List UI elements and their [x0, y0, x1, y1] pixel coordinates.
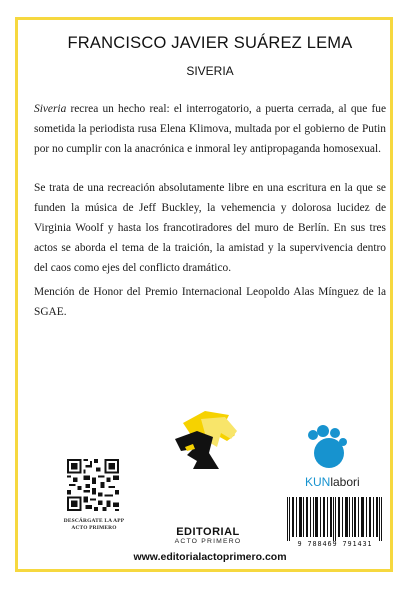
author-name: FRANCISCO JAVIER SUÁREZ LEMA — [67, 34, 353, 52]
award-paragraph: Mención de Honor del Premio Internacional Leopoldo Alas Mínguez de la SGAE. — [34, 286, 386, 318]
bubbles-logo — [304, 425, 352, 469]
theatre-mask-logo — [173, 411, 243, 469]
book-title: SIVERIA — [186, 64, 234, 78]
partner-logo-text — [305, 475, 375, 489]
publisher-subtitle: ACTO PRIMERO — [174, 538, 242, 545]
synopsis-paragraph-1 — [34, 99, 386, 159]
barcode-icon — [287, 497, 382, 541]
publisher-name: EDITORIAL — [176, 526, 240, 538]
qr-code-icon[interactable] — [67, 459, 119, 511]
title-italic: Siveria — [34, 103, 67, 115]
qr-caption-line2: ACTO PRIMERO — [71, 525, 117, 531]
publisher-website[interactable]: www.editorialactoprimero.com — [133, 551, 287, 563]
isbn-digits: 9 788469 791431 — [297, 540, 373, 548]
partner-suffix: labori — [330, 475, 360, 489]
synopsis-text-1: recrea un hecho real: el interrogatorio, a puerta cerrada, al que fue sometida la periodista rusa Elena Klimova, multada por el gobierno de Putin por no cumplir con la anacrónica e inmoral ley antipropaganda homosexual. — [34, 103, 386, 155]
qr-caption-line1: DESCÁRGATE LA APP — [63, 518, 125, 524]
partner-prefix: KUN — [305, 475, 331, 489]
synopsis-paragraph-2: Se trata de una recreación absolutamente libre en una escritura en la que se funden la música de Jeff Buckley, la vehemencia y dolorosa lucidez de Virginia Woolf y hasta los francotiradores del muro de Berlín. En sus tres actos se aborda el tema de la traición, la amistad y la supervivencia dentro del caos como ejes del conflicto dramático. — [34, 182, 386, 274]
